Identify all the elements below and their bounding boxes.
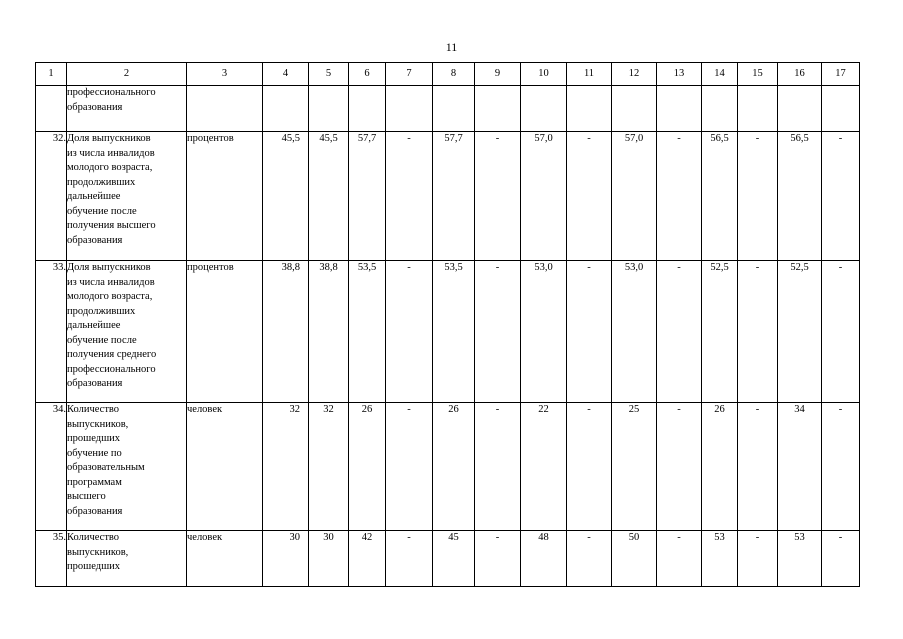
row-number: 34. <box>36 403 67 531</box>
value-cell: 34 <box>778 403 822 531</box>
table-row <box>36 403 860 531</box>
value-cell: - <box>738 403 778 531</box>
value-cell <box>702 86 738 132</box>
value-cell <box>612 86 657 132</box>
header-row <box>36 63 860 86</box>
unit-cell: процентов <box>187 261 263 403</box>
value-cell: - <box>386 132 433 261</box>
value-cell: - <box>386 261 433 403</box>
value-cell: - <box>567 132 612 261</box>
value-cell <box>349 86 386 132</box>
value-cell: 38,8 <box>263 261 309 403</box>
column-header: 17 <box>822 63 860 86</box>
unit-cell: человек <box>187 403 263 531</box>
value-cell: - <box>475 403 521 531</box>
indicator-name: Количество выпускников, прошедших обучение по образовательным программам высшего образования <box>67 403 187 531</box>
value-cell: - <box>822 403 860 531</box>
row-number: 35. <box>36 531 67 587</box>
table-row <box>36 86 860 132</box>
value-cell: 25 <box>612 403 657 531</box>
column-header: 3 <box>187 63 263 86</box>
column-header: 11 <box>567 63 612 86</box>
value-cell <box>521 86 567 132</box>
value-cell: - <box>657 531 702 587</box>
column-header: 2 <box>67 63 187 86</box>
value-cell: 52,5 <box>702 261 738 403</box>
value-cell: 42 <box>349 531 386 587</box>
value-cell: 53,0 <box>521 261 567 403</box>
column-header: 15 <box>738 63 778 86</box>
column-header: 5 <box>309 63 349 86</box>
column-header: 9 <box>475 63 521 86</box>
value-cell: 57,0 <box>521 132 567 261</box>
value-cell: 32 <box>263 403 309 531</box>
value-cell: 57,7 <box>349 132 386 261</box>
row-number: 33. <box>36 261 67 403</box>
value-cell: 56,5 <box>702 132 738 261</box>
value-cell: - <box>822 132 860 261</box>
unit-cell: процентов <box>187 132 263 261</box>
value-cell: - <box>386 403 433 531</box>
value-cell: - <box>822 531 860 587</box>
column-header: 1 <box>36 63 67 86</box>
indicator-table <box>35 62 860 587</box>
value-cell: - <box>567 403 612 531</box>
value-cell <box>263 86 309 132</box>
value-cell: - <box>475 261 521 403</box>
value-cell: 53 <box>702 531 738 587</box>
column-header: 7 <box>386 63 433 86</box>
column-header: 16 <box>778 63 822 86</box>
column-header: 6 <box>349 63 386 86</box>
column-header: 12 <box>612 63 657 86</box>
table-row <box>36 531 860 587</box>
value-cell: 32 <box>309 403 349 531</box>
value-cell <box>433 86 475 132</box>
value-cell: 53 <box>778 531 822 587</box>
column-header: 4 <box>263 63 309 86</box>
value-cell: - <box>822 261 860 403</box>
value-cell: - <box>657 132 702 261</box>
column-header: 14 <box>702 63 738 86</box>
value-cell: 53,5 <box>349 261 386 403</box>
value-cell: - <box>567 261 612 403</box>
value-cell: 22 <box>521 403 567 531</box>
value-cell: 45,5 <box>309 132 349 261</box>
value-cell: - <box>738 132 778 261</box>
value-cell: - <box>738 531 778 587</box>
value-cell: 50 <box>612 531 657 587</box>
value-cell: 53,5 <box>433 261 475 403</box>
indicator-name: Доля выпускников из числа инвалидов молодого возраста, продолживших дальнейшее обучение после получения среднего профессионального образования <box>67 261 187 403</box>
value-cell: 26 <box>702 403 738 531</box>
page-number: 11 <box>445 40 458 54</box>
value-cell: 26 <box>349 403 386 531</box>
value-cell: 52,5 <box>778 261 822 403</box>
row-number: 32. <box>36 132 67 261</box>
value-cell <box>822 86 860 132</box>
row-number <box>36 86 67 132</box>
value-cell: 38,8 <box>309 261 349 403</box>
indicator-name: профессионального образования <box>67 86 187 132</box>
value-cell: 26 <box>433 403 475 531</box>
value-cell: - <box>657 403 702 531</box>
value-cell: 57,0 <box>612 132 657 261</box>
value-cell <box>567 86 612 132</box>
table-row <box>36 132 860 261</box>
indicator-name: Доля выпускников из числа инвалидов молодого возраста, продолживших дальнейшее обучение после получения высшего образования <box>67 132 187 261</box>
value-cell: - <box>386 531 433 587</box>
indicator-name: Количество выпускников, прошедших <box>67 531 187 587</box>
table-row <box>36 261 860 403</box>
value-cell: 45 <box>433 531 475 587</box>
value-cell: 30 <box>309 531 349 587</box>
value-cell <box>657 86 702 132</box>
value-cell: - <box>567 531 612 587</box>
value-cell <box>778 86 822 132</box>
value-cell: 53,0 <box>612 261 657 403</box>
unit-cell: человек <box>187 531 263 587</box>
value-cell <box>475 86 521 132</box>
value-cell: - <box>738 261 778 403</box>
column-header: 8 <box>433 63 475 86</box>
unit-cell <box>187 86 263 132</box>
column-header: 10 <box>521 63 567 86</box>
value-cell: - <box>475 132 521 261</box>
value-cell: - <box>657 261 702 403</box>
value-cell: 45,5 <box>263 132 309 261</box>
value-cell <box>738 86 778 132</box>
value-cell <box>386 86 433 132</box>
value-cell: - <box>475 531 521 587</box>
value-cell: 57,7 <box>433 132 475 261</box>
value-cell <box>309 86 349 132</box>
column-header: 13 <box>657 63 702 86</box>
value-cell: 56,5 <box>778 132 822 261</box>
value-cell: 30 <box>263 531 309 587</box>
value-cell: 48 <box>521 531 567 587</box>
